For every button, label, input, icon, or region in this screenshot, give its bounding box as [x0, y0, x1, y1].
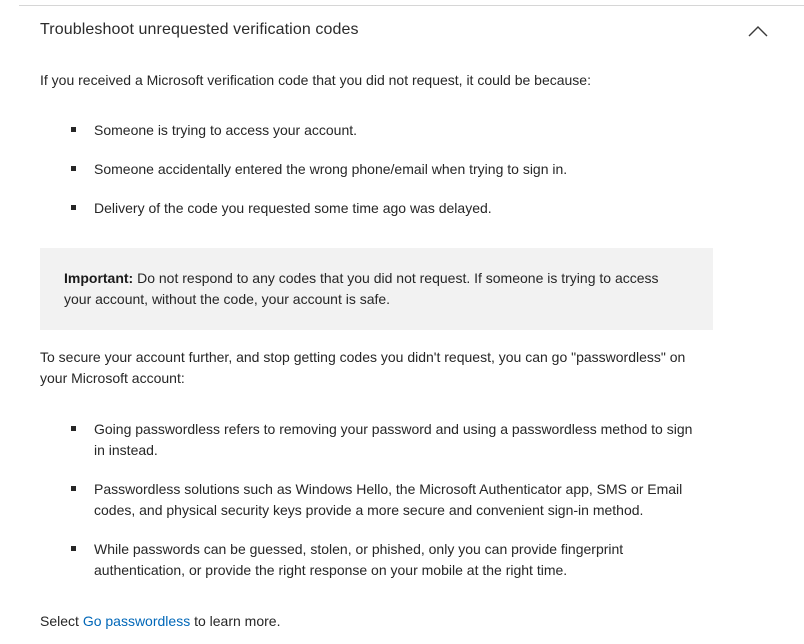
- list-item: Going passwordless refers to removing your password and using a passwordless method to sign in instead.: [70, 419, 700, 461]
- intro-text: If you received a Microsoft verification code that you did not request, it could be because:: [40, 72, 591, 88]
- list-item: Someone is trying to access your account.: [70, 120, 700, 141]
- list-item: Delivery of the code you requested some time ago was delayed.: [70, 198, 700, 219]
- callout-label: Important:: [64, 270, 134, 286]
- accordion-title: Troubleshoot unrequested verification codes: [40, 21, 359, 38]
- callout-text: [64, 268, 684, 310]
- list-item: While passwords can be guessed, stolen, or phished, only you can provide fingerprint authentication, or provide the right response on your mobile at the right time.: [70, 539, 700, 581]
- outro-text: [40, 611, 280, 632]
- secure-account-text: To secure your account further, and stop getting codes you didn't request, you can go "passwordless" on your Microsoft account:: [40, 349, 686, 386]
- outro-prefix: Select: [40, 613, 83, 629]
- outro-suffix: to learn more.: [190, 613, 281, 629]
- important-callout: [40, 248, 713, 330]
- passwordless-list: [70, 419, 700, 599]
- reasons-list: [70, 120, 700, 237]
- go-passwordless-link[interactable]: Go passwordless: [82, 613, 191, 629]
- chevron-up-icon[interactable]: [747, 24, 769, 38]
- list-item: Someone accidentally entered the wrong phone/email when trying to sign in.: [70, 159, 700, 180]
- callout-body: Do not respond to any codes that you did not request. If someone is trying to access your account, without the code, your account is safe.: [64, 270, 659, 307]
- list-item: Passwordless solutions such as Windows Hello, the Microsoft Authenticator app, SMS or Email codes, and physical security keys provide a more secure and convenient sign-in method.: [70, 479, 700, 521]
- accordion-header[interactable]: [19, 6, 804, 58]
